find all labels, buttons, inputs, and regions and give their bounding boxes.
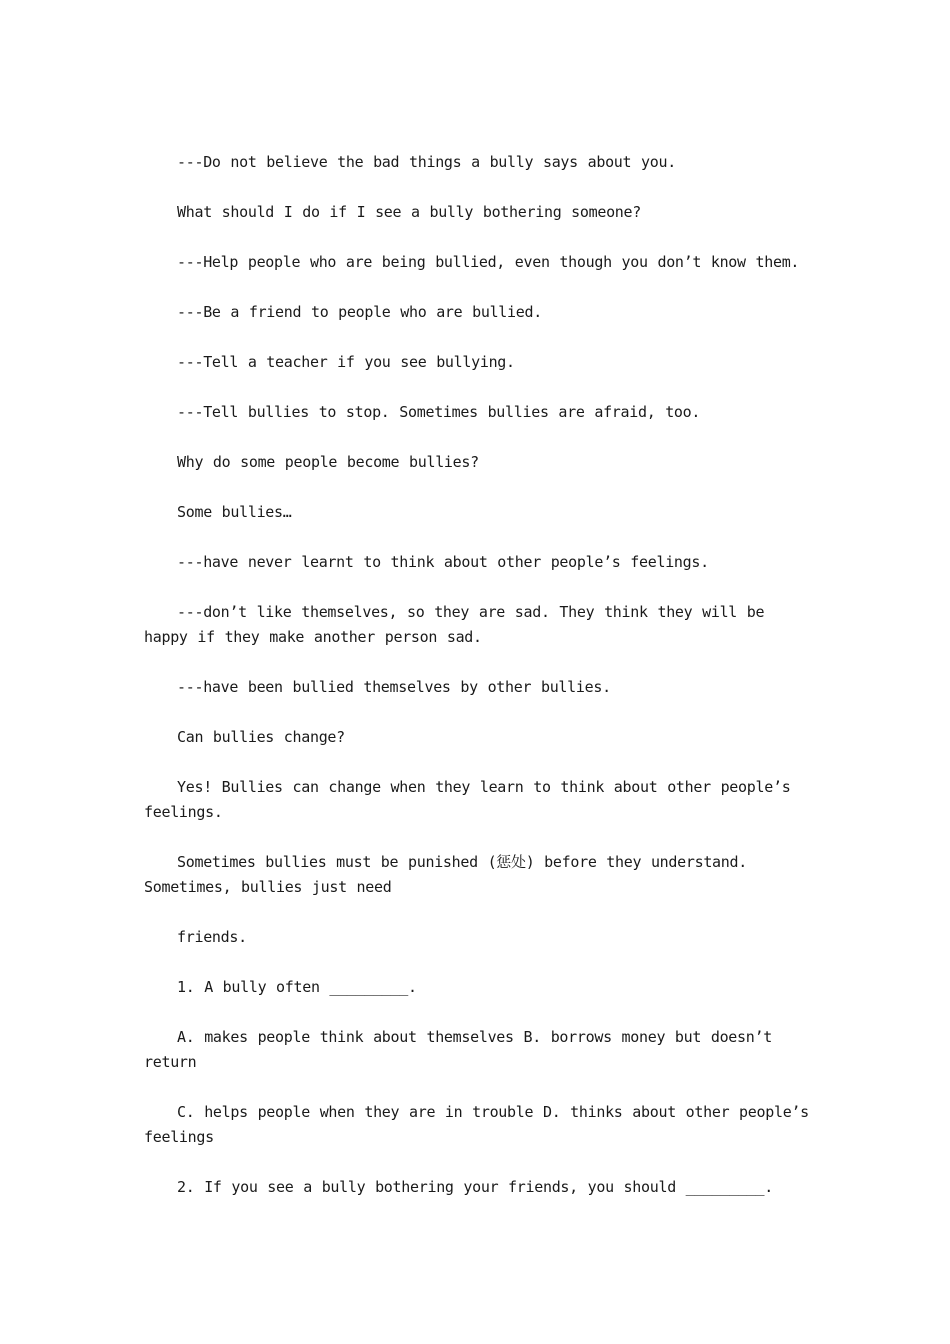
paragraph: ---Do not believe the bad things a bully says about you. (177, 153, 676, 171)
paragraph: ---Help people who are being bullied, even though you don’t know them. (177, 253, 800, 271)
paragraph: Yes! Bullies can change when they learn to think about other people’s feelings. (144, 778, 791, 821)
section-heading: Why do some people become bullies? (177, 453, 479, 471)
paragraph: ---Be a friend to people who are bullied. (177, 303, 542, 321)
paragraph: Sometimes bullies must be punished (惩处) before they understand. Sometimes, bullies just need (144, 853, 747, 896)
document-page (144, 150, 809, 1225)
section-heading: What should I do if I see a bully bothering someone? (177, 203, 642, 221)
paragraph: ---have never learnt to think about other people’s feelings. (177, 553, 709, 571)
paragraph: friends. (177, 928, 247, 946)
question-stem: 1. A bully often _________. (177, 978, 417, 996)
question-options-row: A. makes people think about themselves B. borrows money but doesn’t return (144, 1028, 772, 1071)
paragraph: ---Tell bullies to stop. Sometimes bullies are afraid, too. (177, 403, 701, 421)
paragraph: ---Tell a teacher if you see bullying. (177, 353, 515, 371)
paragraph: Some bullies… (177, 503, 292, 521)
question-stem: 2. If you see a bully bothering your friends, you should _________. (177, 1178, 773, 1196)
paragraph: ---don’t like themselves, so they are sad. They think they will be happy if they make another person sad. (144, 603, 765, 646)
section-heading: Can bullies change? (177, 728, 345, 746)
paragraph: ---have been bullied themselves by other bullies. (177, 678, 611, 696)
question-options-row: C. helps people when they are in trouble D. thinks about other people’s feelings (144, 1103, 809, 1146)
